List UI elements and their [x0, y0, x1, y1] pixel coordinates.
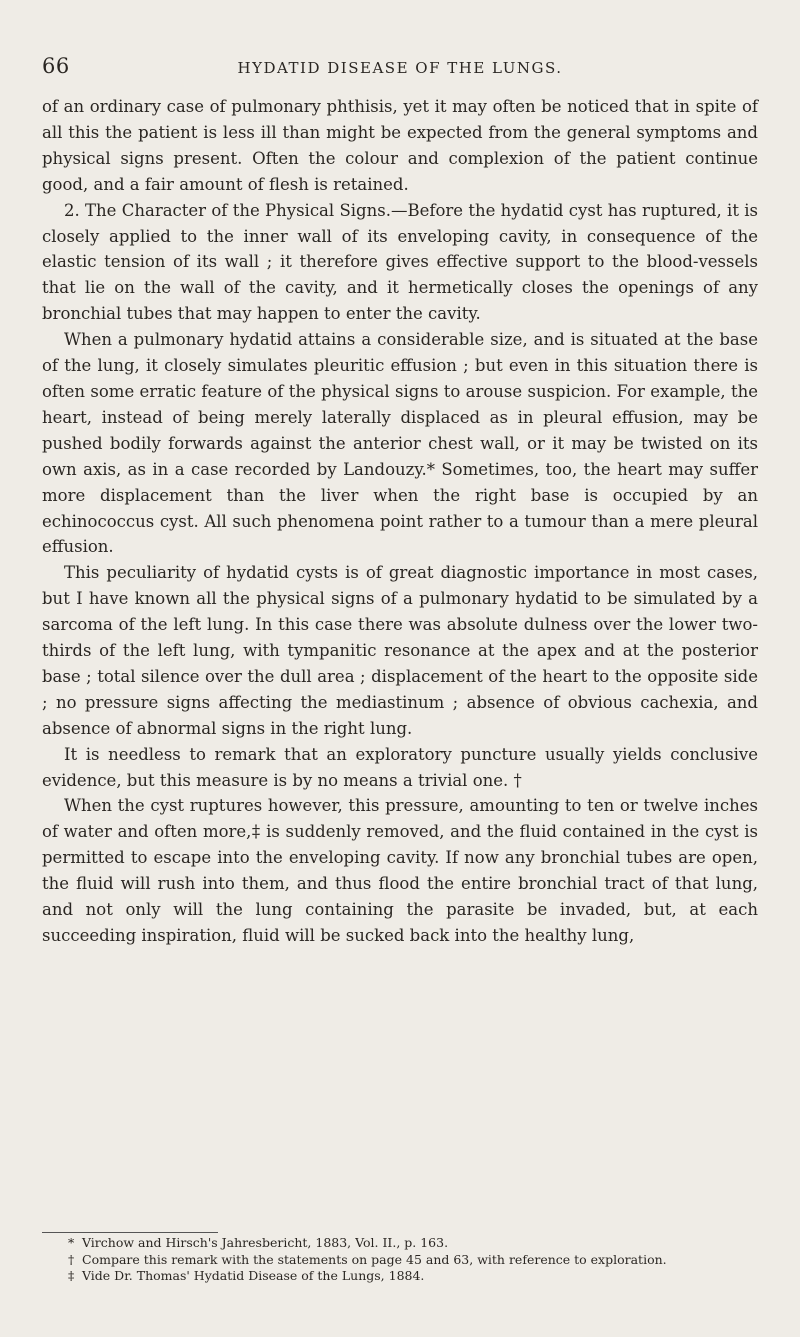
footnote-mark: *: [68, 1235, 75, 1250]
page-number: 66: [42, 54, 70, 78]
footnote-mark: ‡: [68, 1268, 75, 1283]
footnote-mark: †: [68, 1251, 75, 1267]
footnote-divider: [42, 1232, 218, 1233]
paragraph-1: of an ordinary case of pulmonary phthisis, yet it may often be noticed that in spite of all this the patient is less ill than might be expected from the general symptoms and physical signs present. Often the colour and complexion of the patient continue good, and a fair amount of flesh is retained.: [42, 97, 758, 194]
body-text: [42, 94, 758, 949]
footnote: [68, 1252, 758, 1269]
footnote: [68, 1235, 758, 1252]
footnotes: [68, 1235, 758, 1285]
paragraph-2: 2. The Character of the Physical Signs.—Before the hydatid cyst has ruptured, it is closely applied to the inner wall of its enveloping cavity, in consequence of the elastic tension of its wall ; it therefore gives effective support to the blood-vessels that lie on the wall of the cavity, and it hermetically closes the openings of any bronchial tubes that may happen to enter the cavity.: [42, 200, 758, 324]
paragraph-5: It is needless to remark that an exploratory puncture usually yields conclusive evidence, but this measure is by no means a trivial one. †: [42, 744, 758, 790]
footnote: [68, 1268, 758, 1285]
footnote-text: Compare this remark with the statements on page 45 and 63, with reference to exploration.: [82, 1251, 667, 1267]
paragraph-3: When a pulmonary hydatid attains a considerable size, and is situated at the base of the lung, it closely simulates pleuritic effusion ; but even in this situation there is often some erratic feature of the physical signs to arouse suspicion. For example, the heart, instead of being merely laterally displaced as in pleural effusion, may be pushed bodily forwards against the anterior chest wall, or it may be twisted on its own axis, as in a case recorded by Landouzy.* Sometimes, too, the heart may suffer more displacement than the liver when the right base is occupied by an echinococcus cyst. All such phenomena point rather to a tumour than a mere pleural effusion.: [42, 330, 758, 557]
footnote-text: Vide Dr. Thomas' Hydatid Disease of the Lungs, 1884.: [82, 1268, 425, 1283]
running-title: HYDATID DISEASE OF THE LUNGS.: [237, 59, 563, 77]
footnote-text: Virchow and Hirsch's Jahresbericht, 1883, Vol. II., p. 163.: [82, 1235, 449, 1250]
paragraph-4: This peculiarity of hydatid cysts is of great diagnostic importance in most cases, but I have known all the physical signs of a pulmonary hydatid to be simulated by a sarcoma of the left lung. In this case there was absolute dulness over the lower two-thirds of the left lung, with tympanitic resonance at the apex and at the posterior base ; total silence over the dull area ; displacement of the heart to the opposite side ; no pressure signs affecting the mediastinum ; absence of obvious cachexia, and absence of abnormal signs in the right lung.: [42, 563, 758, 738]
paragraph-6: When the cyst ruptures however, this pressure, amounting to ten or twelve inches of water and often more,‡ is suddenly removed, and the fluid contained in the cyst is permitted to escape into the enveloping cavity. If now any bronchial tubes are open, the fluid will rush into them, and thus flood the entire bronchial tract of that lung, and not only will the lung containing the parasite be invaded, but, at each succeeding inspiration, fluid will be sucked back into the healthy lung,: [42, 796, 758, 945]
